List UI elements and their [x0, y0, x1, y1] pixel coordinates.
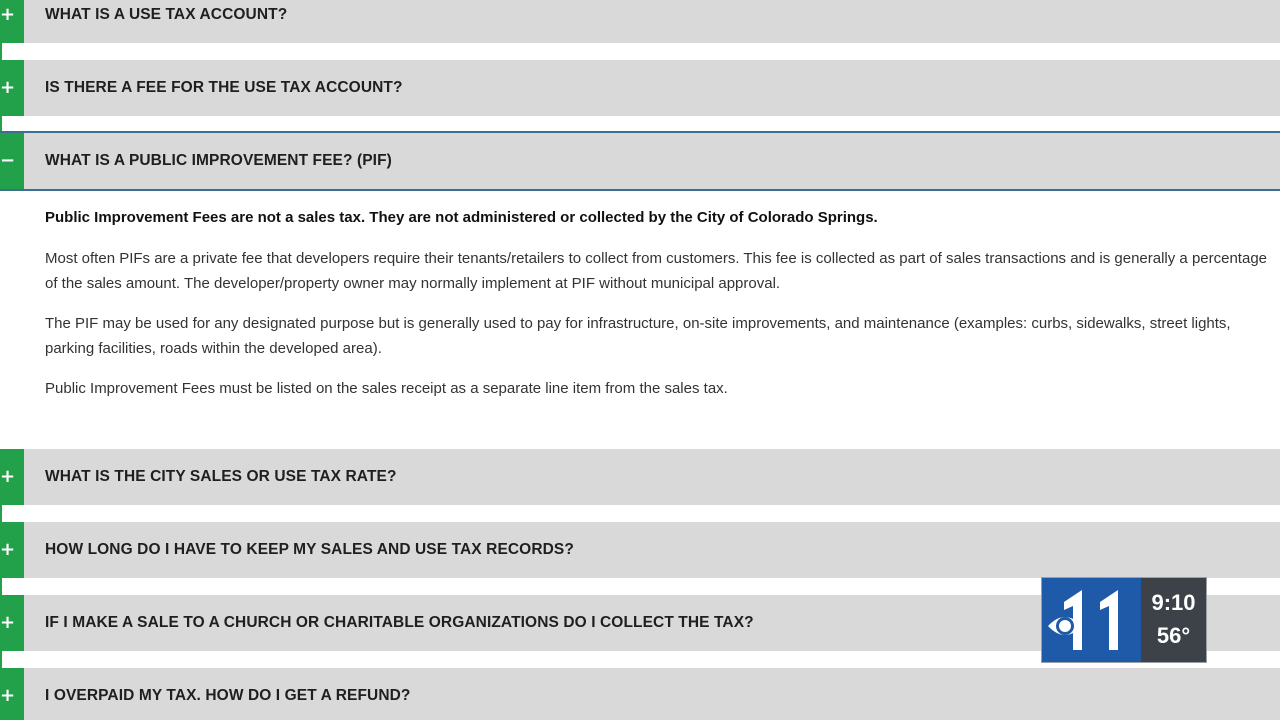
faq-question: WHAT IS THE CITY SALES OR USE TAX RATE?	[45, 468, 397, 485]
station-bug	[1041, 577, 1207, 663]
faq-question: IS THERE A FEE FOR THE USE TAX ACCOUNT?	[45, 79, 403, 96]
faq-question: HOW LONG DO I HAVE TO KEEP MY SALES AND USE TAX RECORDS?	[45, 541, 574, 558]
cbs-eye-11-logo-icon	[1042, 578, 1141, 662]
temperature: 56°	[1156, 623, 1191, 648]
plus-icon: +	[0, 612, 16, 633]
faq-item-keep-records[interactable]	[0, 522, 1280, 578]
answer-paragraph-2: The PIF may be used for any designated purpose but is generally used to pay for infrastructure, on-site improvements, and maintenance (examples: curbs, sidewalks, street lights, parking facilities, roads within the developed area).	[45, 315, 1231, 357]
faq-question: IF I MAKE A SALE TO A CHURCH OR CHARITABLE ORGANIZATIONS DO I COLLECT THE TAX?	[45, 614, 754, 631]
faq-item-sales-tax-rate[interactable]	[0, 449, 1280, 505]
expand-tab[interactable]	[0, 449, 24, 505]
collapse-tab[interactable]	[0, 133, 24, 189]
expand-tab[interactable]	[0, 522, 24, 578]
expand-tab[interactable]	[0, 595, 24, 651]
plus-icon: +	[0, 539, 16, 560]
cbs-eye-11-logo-icon	[1042, 578, 1141, 662]
expand-tab[interactable]	[0, 0, 24, 43]
expand-tab[interactable]	[0, 668, 24, 720]
time-temp-panel	[1141, 578, 1206, 662]
plus-icon: +	[0, 685, 16, 706]
clock-time: 9:10	[1151, 590, 1196, 615]
plus-icon: +	[0, 4, 16, 25]
faq-question: WHAT IS A PUBLIC IMPROVEMENT FEE? (PIF)	[45, 152, 392, 169]
expand-tab[interactable]	[0, 60, 24, 116]
minus-icon: −	[0, 150, 16, 171]
faq-answer-panel	[0, 191, 1280, 449]
faq-question: WHAT IS A USE TAX ACCOUNT?	[45, 6, 288, 23]
faq-item-overpaid-refund[interactable]	[0, 668, 1280, 720]
answer-paragraph-1: Most often PIFs are a private fee that developers require their tenants/retailers to collect from customers. This fee is collected as part of sales transactions and is generally a percentage of the sales amount. The developer/property owner may normally implement at PIF without municipal approval.	[45, 250, 1268, 292]
answer-paragraph-3: Public Improvement Fees must be listed on the sales receipt as a separate line item from the sales tax.	[45, 380, 728, 397]
plus-icon: +	[0, 77, 16, 98]
faq-item-public-improvement-fee[interactable]	[0, 131, 1280, 191]
plus-icon: +	[0, 466, 16, 487]
faq-question: I OVERPAID MY TAX. HOW DO I GET A REFUND?	[45, 687, 411, 704]
faq-item-use-tax-account[interactable]	[0, 0, 1280, 43]
faq-item-fee-use-tax-account[interactable]	[0, 60, 1280, 116]
answer-lead: Public Improvement Fees are not a sales tax. They are not administered or collected by the City of Colorado Springs.	[45, 209, 878, 226]
